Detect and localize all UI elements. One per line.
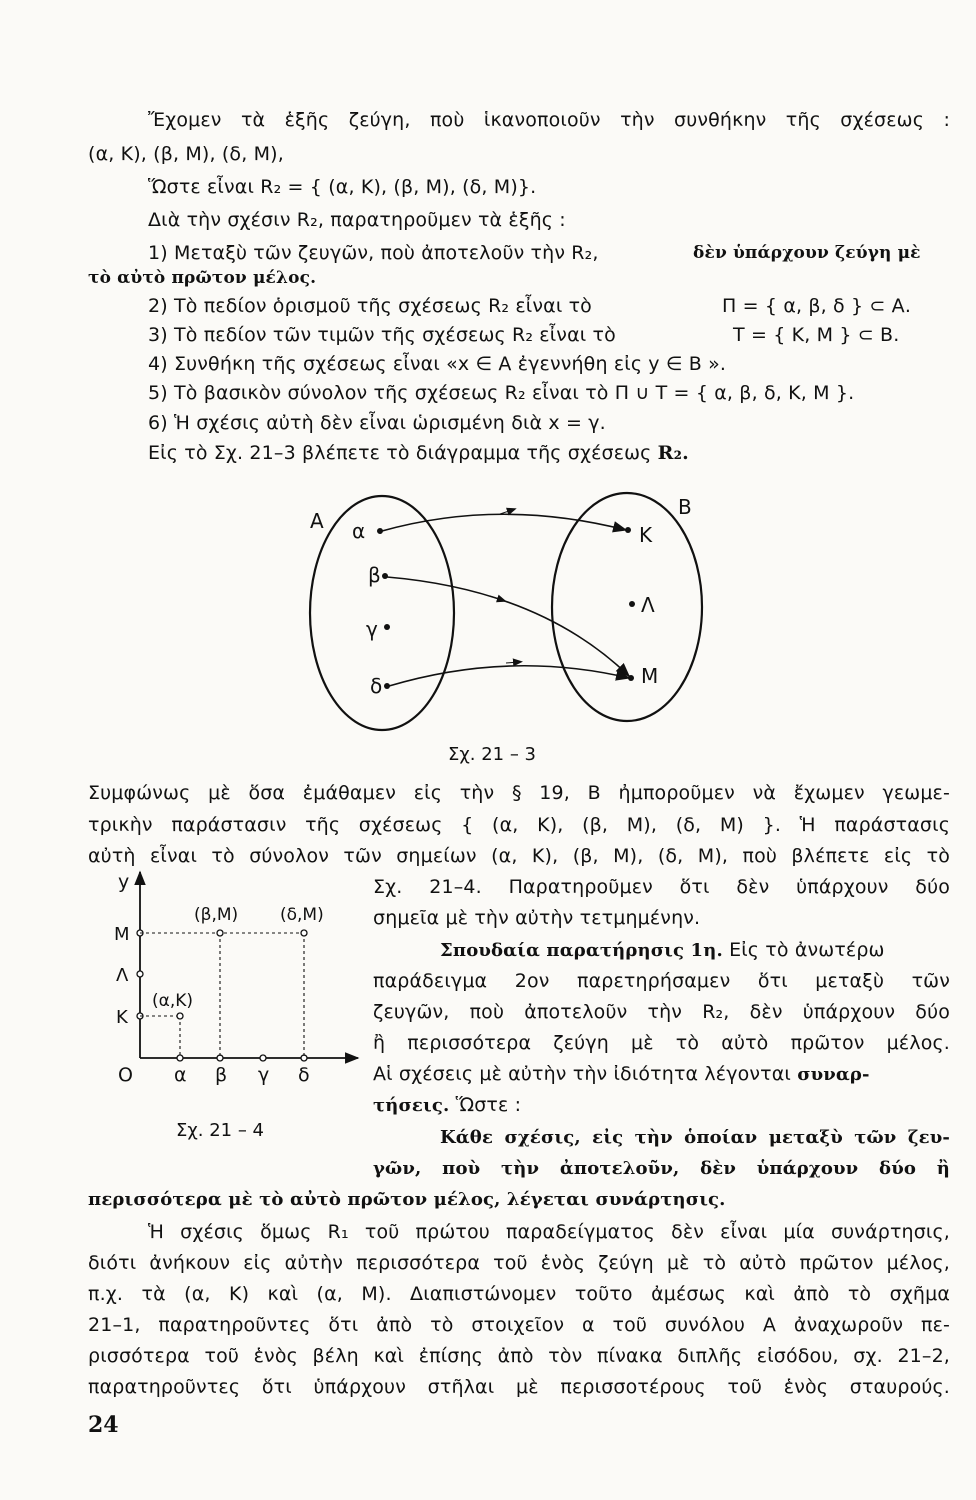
origin-label: Ο — [118, 1064, 133, 1086]
figure-21-4-caption: Σχ. 21 – 4 — [176, 1120, 265, 1141]
final-line-5: ρισσότερα τοῦ ἑνὸς βέλη καὶ ἐπίσης ἀπὸ τὸν πίνακα διπλῆς εἰσόδου, σχ. 21–2, — [88, 1345, 950, 1367]
point-label-delta-mu: (δ,Μ) — [280, 905, 324, 925]
arrow-delta-mu — [389, 666, 629, 686]
text-line-2: (α, Κ), (β, Μ), (δ, Μ), — [88, 143, 284, 165]
text-line-8b: Τ = { Κ, Μ } ⊂ Β. — [733, 324, 900, 346]
point-delta-mu — [301, 930, 307, 936]
note-line-1b: Εἰς τὸ ἀνωτέρω — [722, 939, 885, 961]
elem-lambda: Λ — [641, 593, 655, 617]
note-line-6b: Ὥστε : — [449, 1094, 522, 1116]
figure-21-3 — [300, 490, 720, 770]
final-line-4: 21–1, παρατηροῦντες ὅτι ἀπὸ τὸ στοιχεῖον α τοῦ συνόλου Α ἀναχωροῦν πε- — [88, 1314, 950, 1336]
text-line-8a: 3) Τὸ πεδίον τῶν τιμῶν τῆς σχέσεως R₂ εἶναι τὸ — [148, 324, 616, 346]
definition-line-1: Κάθε σχέσις, εἰς τὴν ὁποίαν μεταξὺ τῶν ζευ- — [440, 1127, 950, 1148]
point-alpha-kappa — [177, 1013, 183, 1019]
arrow-alpha-kappa — [382, 514, 626, 531]
final-line-1: Ἡ σχέσις ὅμως R₁ τοῦ πρώτου παραδείγματος δὲν εἶναι μία συνάρτησις, — [148, 1221, 950, 1243]
text-line-12a: Εἰς τὸ Σχ. 21–3 βλέπετε τὸ διάγραμμα τῆς σχέσεως — [148, 442, 658, 464]
x-label-delta: δ — [298, 1064, 310, 1086]
note-line-3: ζευγῶν, ποὺ ἀποτελοῦν τὴν R₂, δὲν ὑπάρχουν δύο — [373, 1001, 950, 1023]
text-line-12 — [148, 440, 689, 466]
note-line-1 — [440, 937, 885, 964]
para2-line-5: σημεῖα μὲ τὴν αὐτὴν τετμημένην. — [373, 907, 701, 929]
text-line-6: τὸ αὐτὸ πρῶτον μέλος. — [88, 268, 317, 288]
text-line-7b: Π = { α, β, δ } ⊂ Α. — [722, 295, 912, 317]
para2-line-1: Συμφώνως μὲ ὅσα ἐμάθαμεν εἰς τὴν § 19, Β ἠμποροῦμεν νὰ ἔχωμεν γεωμε- — [88, 782, 950, 804]
y-label-kappa: Κ — [116, 1007, 128, 1028]
figure-21-3-caption: Σχ. 21 – 3 — [448, 744, 537, 765]
definition-line-3: περισσότερα μὲ τὸ αὐτὸ πρῶτον μέλος, λέγεται συνάρτησις. — [88, 1189, 726, 1210]
text-line-5a: 1) Μεταξὺ τῶν ζευγῶν, ποὺ ἀποτελοῦν τὴν R₂, — [148, 242, 599, 264]
note-line-5a: Αἱ σχέσεις μὲ αὐτὴν τὴν ἰδιότητα λέγονται — [373, 1063, 798, 1085]
note-line-5 — [373, 1061, 870, 1088]
point-beta-mu — [217, 930, 223, 936]
y-label-mu: Μ — [114, 924, 130, 945]
text-line-12b: R₂. — [657, 442, 689, 464]
y-axis-label: y — [118, 871, 130, 893]
x-label-beta: β — [215, 1064, 228, 1086]
figure-21-4 — [108, 868, 370, 1148]
arrow-beta-mu — [387, 577, 629, 676]
elem-gamma: γ — [366, 617, 378, 641]
point-label-alpha-kappa: (α,Κ) — [152, 991, 194, 1011]
text-line-9: 4) Συνθήκη τῆς σχέσεως εἶναι «x ∈ Α ἐγεννήθη εἰς y ∈ Β ». — [148, 353, 727, 375]
term-function-end: τήσεις. — [373, 1095, 450, 1116]
final-line-6: παρατηροῦντες ὅτι ὑπάρχουν στῆλαι μὲ περισσοτέρους τοῦ ἑνὸς σταυρούς. — [88, 1376, 950, 1398]
definition-line-2: γῶν, ποὺ τὴν ἀποτελοῦν, δὲν ὑπάρχουν δύο ἢ — [373, 1158, 950, 1179]
text-line-3: Ὥστε εἶναι R₂ = { (α, Κ), (β, Μ), (δ, Μ)}. — [148, 176, 537, 198]
para2-line-4: Σχ. 21–4. Παρατηροῦμεν ὅτι δὲν ὑπάρχουν δύο — [373, 876, 950, 898]
elem-mu: Μ — [641, 664, 659, 688]
final-line-2: διότι ἀνήκουν εἰς αὐτὴν περισσότερα τοῦ ἑνὸς ζεύγη μὲ τὸ αὐτὸ πρῶτον μέλος, — [88, 1252, 950, 1274]
x-label-alpha: α — [174, 1064, 187, 1086]
note-line-4: ἢ περισσότερα ζεύγη μὲ τὸ αὐτὸ πρῶτον μέλος. — [373, 1032, 950, 1054]
set-b-label: Β — [678, 495, 692, 519]
para2-line-3: αὐτὴ εἶναι τὸ σύνολον τῶν σημείων (α, Κ), (β, Μ), (δ, Μ), ποὺ βλέπετε εἰς τὸ — [88, 845, 950, 867]
point-label-beta-mu: (β,Μ) — [194, 905, 239, 925]
text-line-10: 5) Τὸ βασικὸν σύνολον τῆς σχέσεως R₂ εἶναι τὸ Π ∪ Τ = { α, β, δ, Κ, Μ }. — [148, 382, 855, 404]
term-function: συναρ- — [797, 1064, 870, 1085]
text-line-4: Διὰ τὴν σχέσιν R₂, παρατηροῦμεν τὰ ἑξῆς : — [148, 209, 566, 231]
elem-kappa: Κ — [639, 523, 653, 547]
note-line-2: παράδειγμα 2ον παρετηρήσαμεν ὅτι μεταξὺ τῶν — [373, 970, 950, 992]
final-line-3: π.χ. τὰ (α, Κ) καὶ (α, Μ). Διαπιστώνομεν τοῦτο ἀμέσως καὶ ἀπὸ τὸ σχῆμα — [88, 1283, 950, 1305]
elem-delta: δ — [370, 674, 383, 698]
x-label-gamma: γ — [258, 1064, 270, 1086]
elem-beta: β — [368, 563, 381, 587]
set-a-label: Α — [310, 509, 324, 533]
text-line-7a: 2) Τὸ πεδίον ὁρισμοῦ τῆς σχέσεως R₂ εἶναι τὸ — [148, 295, 592, 317]
para2-line-2: τρικὴν παράστασιν τῆς σχέσεως { (α, Κ), (β, Μ), (δ, Μ) }. Ἡ παράστασις — [88, 814, 950, 836]
note-line-6 — [373, 1092, 521, 1119]
text-line-11: 6) Ἡ σχέσις αὐτὴ δὲν εἶναι ὡρισμένη διὰ x = γ. — [148, 412, 606, 434]
note-title: Σπουδαία παρατήρησις 1η. — [440, 940, 723, 961]
page-number: 24 — [88, 1412, 119, 1438]
elem-alpha: α — [352, 519, 366, 543]
text-line-5b: δὲν ὑπάρχουν ζεύγη μὲ — [693, 243, 921, 263]
y-label-lambda: Λ — [116, 965, 129, 986]
text-line-1: Ἔχομεν τὰ ἑξῆς ζεύγη, ποὺ ἱκανοποιοῦν τὴν συνθήκην τῆς σχέσεως : — [148, 109, 950, 131]
